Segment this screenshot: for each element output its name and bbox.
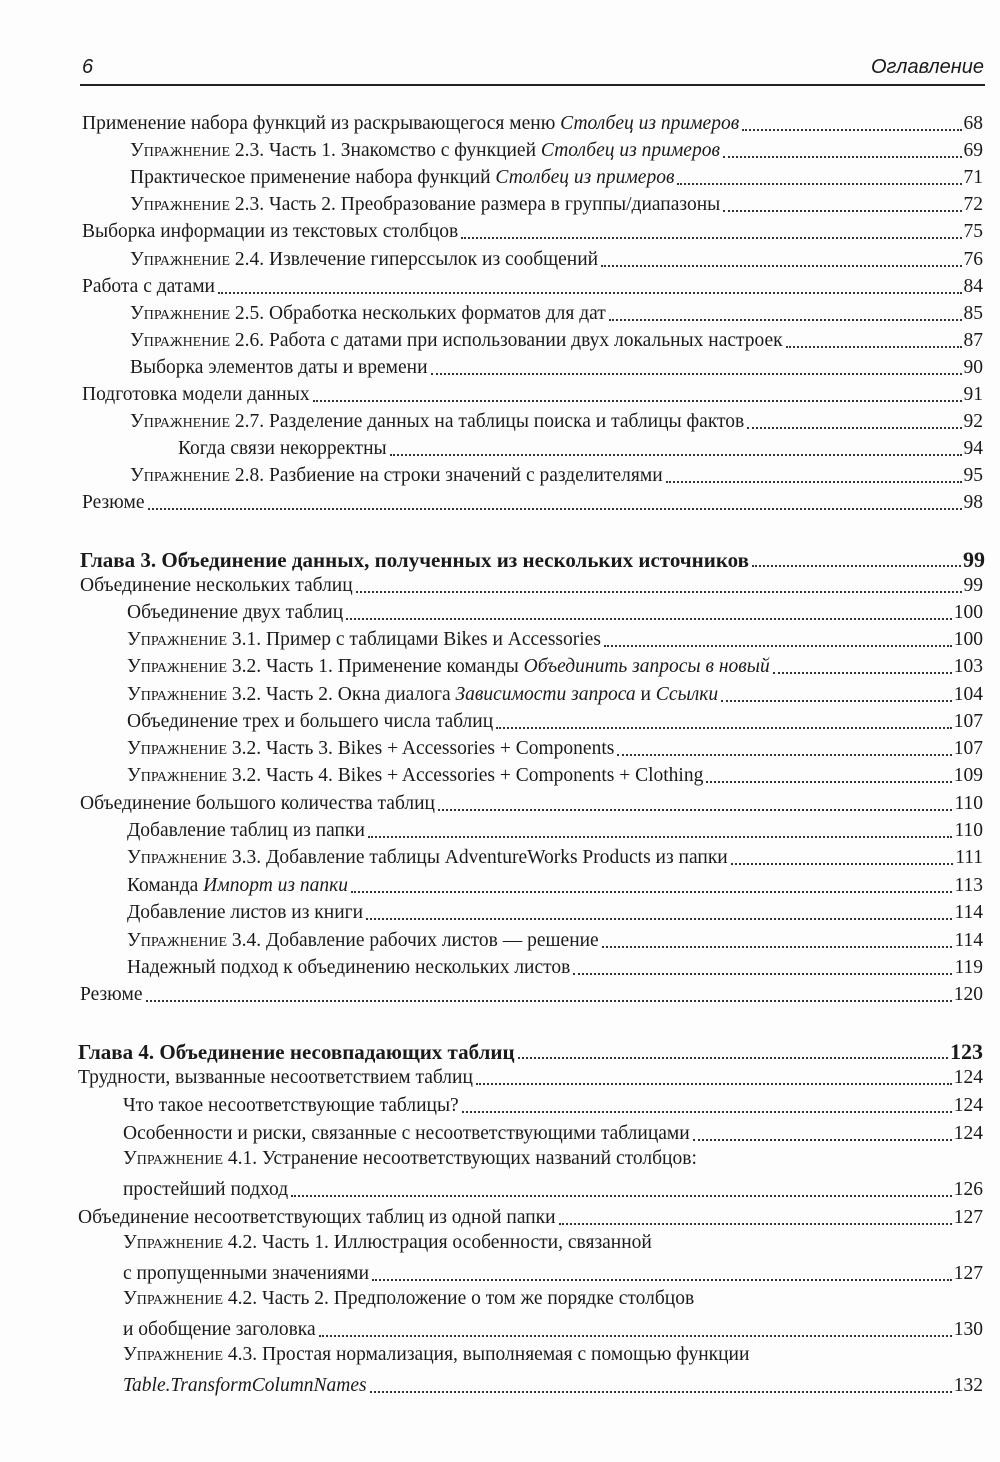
toc-entry-title: [130, 303, 606, 326]
toc-page-number: 103: [953, 656, 983, 677]
toc-entry: [178, 435, 983, 461]
toc-page-number: 124: [953, 1067, 983, 1088]
toc-page-number: 126: [953, 1179, 983, 1200]
toc-entry-title: [130, 167, 674, 190]
exercise-label: Упражнение: [123, 1148, 224, 1169]
title-text: 2.8. Разбиение на строки значений с разделителями: [230, 465, 663, 486]
dot-leader: [291, 1195, 952, 1197]
dot-leader: [693, 1139, 952, 1141]
title-text: Объединение двух таблиц: [127, 602, 344, 623]
toc-page-number: 120: [953, 984, 983, 1005]
toc-page-number: 99: [963, 575, 983, 596]
toc-entry: [80, 981, 983, 1007]
title-text: Что такое несоответствующие таблицы?: [123, 1095, 459, 1116]
title-text: Глава 3. Объединение данных, полученных из нескольких источников: [80, 549, 749, 572]
title-text: 2.6. Работа с датами при использовании двух локальных настроек: [230, 330, 783, 351]
toc-entry-title: [123, 1344, 749, 1366]
exercise-label: Упражнение: [127, 656, 228, 677]
toc-entry-title: [123, 1319, 316, 1342]
exercise-label: Упражнение: [127, 684, 228, 705]
title-text: Практическое применение набора функций: [130, 167, 496, 188]
toc-page-number: 90: [963, 357, 983, 378]
title-text: Глава 4. Объединение несовпадающих таблиц: [78, 1041, 515, 1064]
dot-leader: [462, 1111, 952, 1113]
toc-entry: [127, 599, 983, 625]
toc-entry: [127, 762, 983, 788]
toc-page-number: 85: [963, 303, 983, 324]
exercise-label: Упражнение: [127, 765, 228, 786]
toc-page-number: 68: [963, 113, 983, 134]
dot-leader: [218, 292, 962, 294]
title-text: Команда: [127, 875, 204, 896]
toc-entry-title: [127, 957, 570, 980]
header-rule: [80, 84, 985, 86]
toc-entry: [82, 110, 983, 136]
toc-page-number: 104: [953, 684, 983, 705]
dot-leader: [518, 1057, 948, 1059]
dot-leader: [604, 645, 952, 647]
toc-entry: [127, 735, 983, 761]
dot-leader: [666, 481, 962, 483]
dot-leader: [723, 156, 962, 158]
exercise-label: Упражнение: [130, 303, 231, 324]
page-header: [82, 56, 984, 82]
title-text: 3.2. Часть 2. Окна диалога: [227, 684, 456, 705]
dot-leader: [372, 1279, 952, 1281]
toc-entry: [78, 1064, 983, 1090]
italic-term: Столбец из примеров: [495, 167, 675, 188]
toc-entry: [127, 844, 983, 870]
title-text: Особенности и риски, связанные с несоответствующими таблицами: [123, 1123, 690, 1144]
dot-leader: [370, 1391, 952, 1393]
title-text: простейший подход: [123, 1179, 289, 1200]
exercise-label: Упражнение: [130, 194, 231, 215]
toc-page-number: 87: [963, 330, 983, 351]
toc-page-number: 123: [950, 1039, 983, 1064]
dot-leader: [390, 454, 962, 456]
title-text: Объединение нескольких таблиц: [80, 575, 353, 596]
toc-entry-title: [123, 1095, 459, 1118]
title-text: Трудности, вызванные несоответствием таблиц: [78, 1067, 473, 1088]
toc-entry-title: [123, 1375, 367, 1398]
dot-leader: [602, 946, 953, 948]
title-text: с пропущенными значениями: [123, 1263, 370, 1284]
title-text: 3.1. Пример с таблицами Bikes и Accessories: [227, 629, 601, 650]
toc-entry-title: [80, 575, 353, 598]
toc-page-number: 72: [963, 194, 983, 215]
toc-entry-title: [127, 602, 343, 625]
dot-leader: [346, 618, 952, 620]
toc-entry: [130, 164, 983, 190]
dot-leader: [319, 1335, 952, 1337]
exercise-label: Упражнение: [123, 1344, 224, 1365]
dot-leader: [723, 210, 961, 212]
dot-leader: [752, 565, 961, 567]
toc-entry-title: [123, 1179, 288, 1202]
title-text: 4.2. Часть 2. Предположение о том же порядке столбцов: [223, 1288, 695, 1309]
toc-page-number: 127: [953, 1207, 983, 1228]
exercise-label: Упражнение: [130, 140, 231, 161]
toc-entry-title: [82, 276, 215, 299]
exercise-label: Упражнение: [130, 465, 231, 486]
toc-entry: [123, 1120, 983, 1146]
toc-entry: [127, 899, 983, 925]
toc-page-number: 92: [963, 411, 983, 432]
exercise-label: Упражнение: [130, 249, 231, 270]
title-text: 3.2. Часть 1. Применение команды: [227, 656, 524, 677]
dot-leader: [438, 809, 952, 811]
toc-entry-title: [130, 465, 663, 488]
toc-page-number: 75: [963, 221, 983, 242]
toc-entry: [130, 408, 983, 434]
toc-entry: [127, 927, 983, 953]
toc-entry: [127, 626, 983, 652]
toc-entry: [127, 681, 983, 707]
title-text: 2.7. Разделение данных на таблицы поиска и таблицы фактов: [230, 411, 745, 432]
toc-entry: [123, 1372, 983, 1398]
dot-leader: [786, 346, 962, 348]
toc-page-number: 110: [954, 793, 983, 814]
toc-entry-title: [80, 549, 749, 572]
title-text: Резюме: [80, 984, 143, 1005]
toc-page-number: 100: [953, 602, 983, 623]
title-text: 2.4. Извлечение гиперссылок из сообщений: [230, 249, 599, 270]
toc-page-number: 132: [953, 1375, 983, 1396]
italic-term: Столбец из примеров: [540, 140, 720, 161]
italic-term: Столбец из примеров: [560, 113, 740, 134]
title-text: и: [635, 684, 656, 705]
toc-entry: [127, 872, 983, 898]
dot-leader: [677, 183, 961, 185]
toc-entry: [123, 1344, 983, 1370]
toc-page-number: 107: [953, 711, 983, 732]
title-text: Объединение большого количества таблиц: [80, 793, 435, 814]
dot-leader: [773, 672, 952, 674]
toc-page-number: 109: [953, 765, 983, 786]
toc-entry: [80, 572, 983, 598]
exercise-label: Упражнение: [130, 411, 231, 432]
dot-leader: [146, 1000, 952, 1002]
toc-entry: [123, 1316, 983, 1342]
toc-page-number: 113: [954, 875, 983, 896]
toc-entry-title: [127, 629, 601, 652]
italic-term: Объединить запросы в новый: [523, 656, 770, 677]
toc-entry-title: [127, 711, 493, 734]
title-text: 3.4. Добавление рабочих листов — решение: [227, 930, 599, 951]
title-text: 4.1. Устранение несоответствующих названий столбцов:: [223, 1148, 697, 1169]
toc-entry-title: [80, 793, 435, 816]
title-text: Применение набора функций из раскрывающегося меню: [82, 113, 561, 134]
dot-leader: [706, 781, 951, 783]
dot-leader: [431, 373, 962, 375]
toc-entry-title: [130, 140, 720, 163]
italic-term: Table.TransformColumnNames: [123, 1375, 367, 1396]
toc-entry-title: [123, 1123, 690, 1146]
toc-entry-title: [80, 984, 143, 1007]
title-text: Добавление листов из книги: [127, 902, 364, 923]
toc-entry: [123, 1148, 983, 1174]
toc-entry-title: [78, 1067, 473, 1090]
toc-entry-title: [127, 902, 363, 925]
toc-entry: [123, 1176, 983, 1202]
title-text: 3.2. Часть 3. Bikes + Accessories + Components: [227, 738, 615, 759]
toc-entry-title: [178, 438, 387, 461]
toc-entry: [127, 817, 983, 843]
title-text: Добавление таблиц из папки: [127, 820, 365, 841]
toc-entry-title: [127, 656, 770, 679]
dot-leader: [351, 891, 952, 893]
title-text: Резюме: [82, 492, 145, 513]
toc-page-number: 111: [955, 847, 983, 868]
dot-leader: [747, 427, 961, 429]
toc-page-number: 114: [954, 902, 983, 923]
toc-page-number: 130: [953, 1319, 983, 1340]
toc-entry-title: [130, 330, 783, 353]
toc-entry: [123, 1092, 983, 1118]
toc-entry: [130, 300, 983, 326]
dot-leader: [731, 863, 953, 865]
italic-term: Импорт из папки: [203, 875, 349, 896]
title-text: 4.3. Простая нормализация, выполняемая с помощью функции: [223, 1344, 750, 1365]
toc-entry: [127, 954, 983, 980]
dot-leader: [609, 319, 962, 321]
title-text: Выборка информации из текстовых столбцов: [82, 221, 459, 242]
toc-entry: [127, 653, 983, 679]
toc-page-number: 69: [963, 140, 983, 161]
toc-entry-title: [127, 820, 365, 843]
dot-leader: [461, 237, 961, 239]
toc-entry: [130, 327, 983, 353]
dot-leader: [313, 400, 962, 402]
toc-entry-title: [127, 738, 614, 761]
toc-entry-title: [123, 1288, 694, 1310]
toc-entry: [130, 462, 983, 488]
dot-leader: [368, 836, 953, 838]
toc-entry: [82, 489, 983, 515]
dot-leader: [742, 129, 961, 131]
toc-page-number: 114: [954, 930, 983, 951]
dot-leader: [617, 754, 951, 756]
toc-entry-title: [123, 1263, 369, 1286]
dot-leader: [559, 1223, 952, 1225]
toc-entry: [123, 1260, 983, 1286]
toc-page-number: 94: [963, 438, 983, 459]
italic-term: Ссылки: [655, 684, 719, 705]
toc-page-number: 76: [963, 249, 983, 270]
toc-page-number: 98: [963, 492, 983, 513]
toc-entry-title: [82, 492, 145, 515]
title-text: Когда связи некорректны: [178, 438, 387, 459]
toc-entry-title: [130, 249, 598, 272]
toc-entry-title: [127, 684, 718, 707]
dot-leader: [366, 918, 952, 920]
exercise-label: Упражнение: [127, 847, 228, 868]
toc-page-number: 127: [953, 1263, 983, 1284]
page-number: 6: [82, 56, 94, 78]
toc-entry-title: [123, 1232, 652, 1254]
toc-entry-title: [123, 1148, 697, 1170]
toc-entry: [82, 381, 983, 407]
title-text: и обобщение заголовка: [123, 1319, 316, 1340]
toc-entry: [78, 1204, 983, 1230]
toc-entry: [130, 246, 983, 272]
toc-page-number: 119: [954, 957, 983, 978]
dot-leader: [601, 265, 961, 267]
toc-entry-title: [130, 357, 428, 380]
title-text: Выборка элементов даты и времени: [130, 357, 428, 378]
toc-entry-title: [127, 875, 348, 898]
toc-entry-title: [127, 847, 728, 870]
exercise-label: Упражнение: [127, 738, 228, 759]
toc-page-number: 100: [953, 629, 983, 650]
toc-entry-title: [78, 1041, 515, 1064]
toc-page-number: 124: [953, 1095, 983, 1116]
toc-page-number: 110: [954, 820, 983, 841]
toc-entry-title: [127, 930, 599, 953]
dot-leader: [721, 700, 952, 702]
toc-entry: [80, 790, 983, 816]
toc-entry: [123, 1232, 983, 1258]
title-text: Подготовка модели данных: [82, 384, 310, 405]
toc-entry: [82, 273, 983, 299]
exercise-label: Упражнение: [130, 330, 231, 351]
title-text: 3.2. Часть 4. Bikes + Accessories + Components + Clothing: [227, 765, 704, 786]
title-text: 3.3. Добавление таблицы AdventureWorks Products из папки: [227, 847, 728, 868]
exercise-label: Упражнение: [127, 930, 228, 951]
toc-page-number: 124: [953, 1123, 983, 1144]
exercise-label: Упражнение: [123, 1232, 224, 1253]
title-text: 2.3. Часть 2. Преобразование размера в группы/диапазоны: [230, 194, 721, 215]
exercise-label: Упражнение: [127, 629, 228, 650]
exercise-label: Упражнение: [123, 1288, 224, 1309]
toc-page-number: 84: [963, 276, 983, 297]
toc-entry-title: [82, 113, 739, 136]
title-text: 2.5. Обработка нескольких форматов для дат: [230, 303, 606, 324]
dot-leader: [476, 1083, 952, 1085]
title-text: Работа с датами: [82, 276, 215, 297]
toc-page-number: 99: [963, 547, 985, 572]
toc-page-number: 107: [953, 738, 983, 759]
dot-leader: [496, 727, 952, 729]
running-title: Оглавление: [870, 56, 984, 78]
toc-entry: [130, 354, 983, 380]
toc-entry-title: [130, 194, 720, 217]
toc-page-number: 71: [963, 167, 983, 188]
toc-entry-title: [78, 1207, 556, 1230]
toc-entry: [123, 1288, 983, 1314]
toc-entry: [130, 191, 983, 217]
title-text: Объединение несоответствующих таблиц из одной папки: [78, 1207, 556, 1228]
italic-term: Зависимости запроса: [455, 684, 636, 705]
dot-leader: [148, 508, 962, 510]
title-text: 4.2. Часть 1. Иллюстрация особенности, связанной: [223, 1232, 652, 1253]
toc-chapter-heading: [80, 542, 985, 572]
toc-entry-title: [82, 384, 310, 407]
toc-chapter-heading: [78, 1034, 983, 1064]
toc-entry-title: [127, 765, 703, 788]
toc-entry: [127, 708, 983, 734]
dot-leader: [573, 973, 952, 975]
toc-entry: [130, 137, 983, 163]
title-text: Надежный подход к объединению нескольких листов: [127, 957, 571, 978]
toc-page-number: 95: [963, 465, 983, 486]
dot-leader: [356, 591, 962, 593]
toc-page-number: 91: [963, 384, 983, 405]
title-text: 2.3. Часть 1. Знакомство с функцией: [230, 140, 541, 161]
toc-entry-title: [130, 411, 744, 434]
toc-entry: [82, 218, 983, 244]
title-text: Объединение трех и большего числа таблиц: [127, 711, 494, 732]
toc-entry-title: [82, 221, 458, 244]
